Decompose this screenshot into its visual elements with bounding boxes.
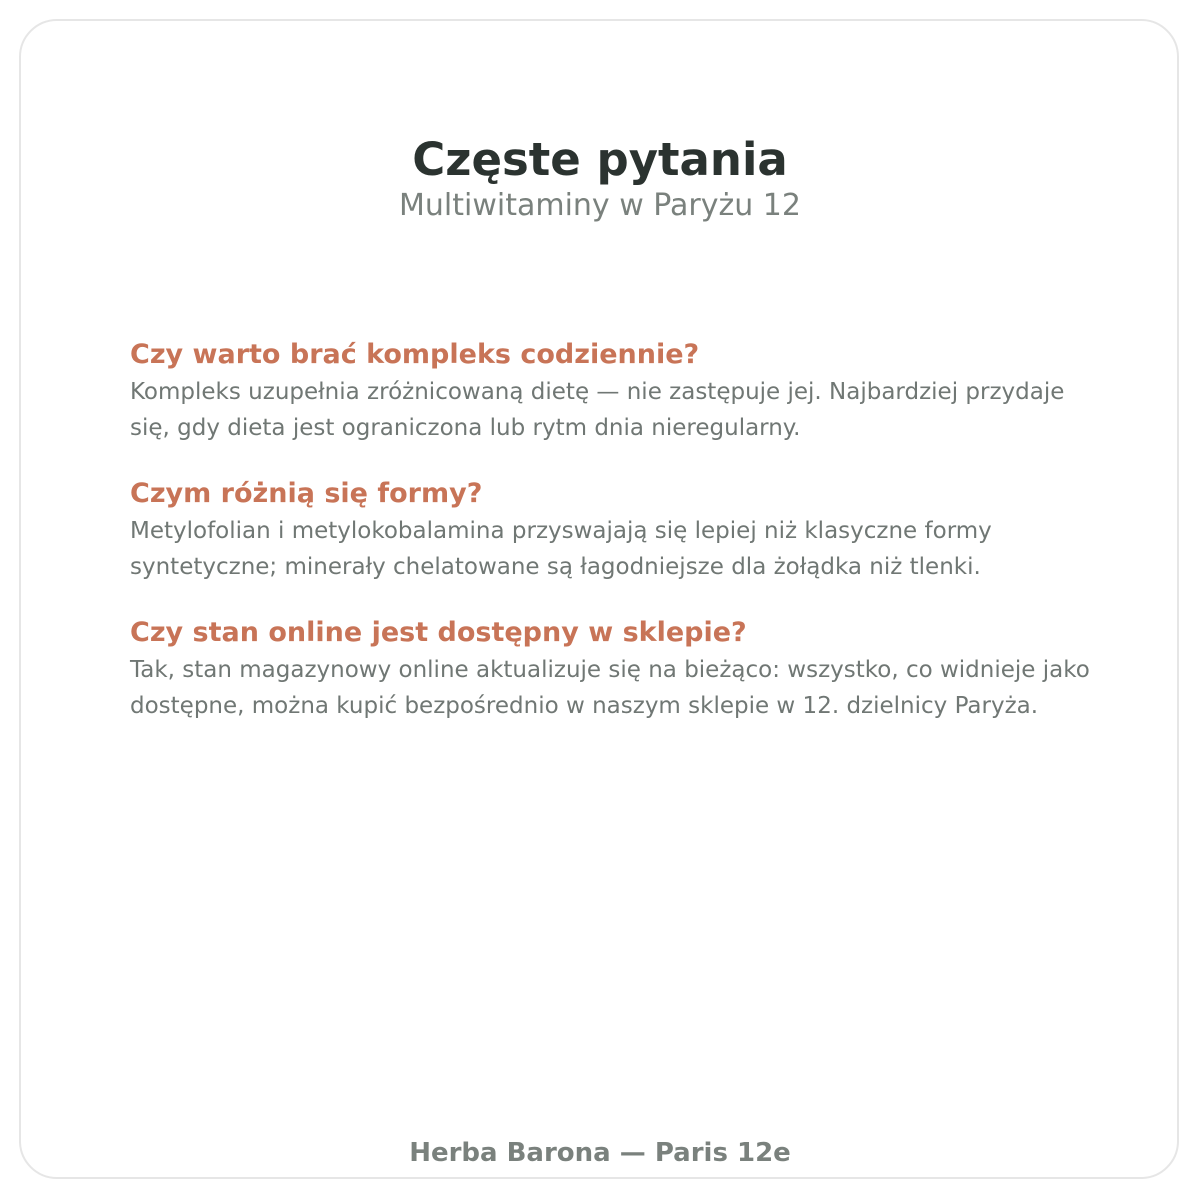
faq-list: [130, 336, 1105, 753]
faq-answer: Tak, stan magazynowy online aktualizuje się na bieżąco: wszystko, co widnieje jako dostępne, można kupić bezpośrednio w naszym sklepie w 12. dzielnicy Paryża.: [130, 657, 1090, 719]
faq-item: [130, 336, 1105, 446]
page-subtitle: Multiwitaminy w Paryżu 12: [399, 188, 801, 223]
footer-brand: Herba Barona — Paris 12e: [409, 1138, 791, 1168]
faq-answer: Kompleks uzupełnia zróżnicowaną dietę — nie zastępuje jej. Najbardziej przydaje się, gdy dieta jest ograniczona lub rytm dnia nieregularny.: [130, 379, 1065, 441]
faq-question: Czy stan online jest dostępny w sklepie?: [130, 617, 747, 648]
faq-item: [130, 475, 1105, 585]
faq-question: Czym różnią się formy?: [130, 478, 483, 509]
faq-answer: Metylofolian i metylokobalamina przyswajają się lepiej niż klasyczne formy syntetyczne; minerały chelatowane są łagodniejsze dla żołądka niż tlenki.: [130, 518, 992, 580]
page-title: Częste pytania: [412, 133, 788, 187]
faq-item: [130, 614, 1105, 724]
faq-question: Czy warto brać kompleks codziennie?: [130, 339, 700, 370]
